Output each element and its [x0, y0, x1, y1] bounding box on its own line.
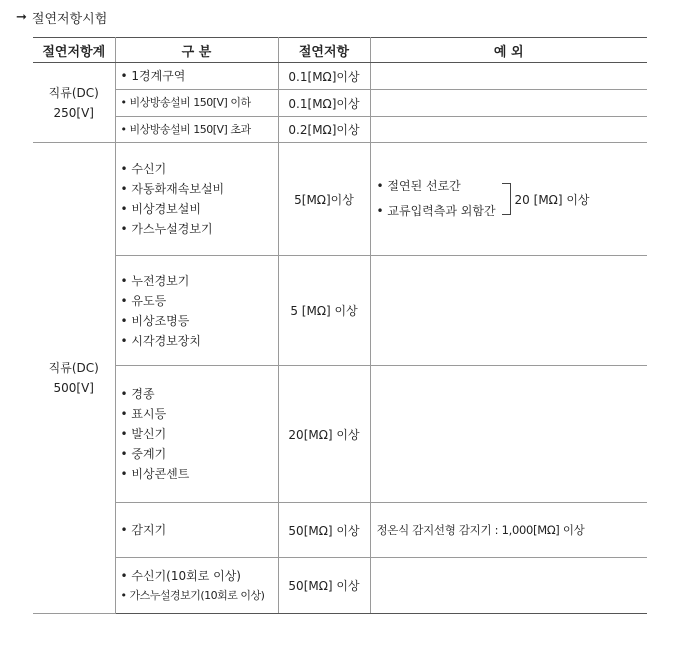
- system-type: 직류(DC): [48, 361, 99, 375]
- exception-cell: [370, 503, 647, 558]
- header-category: 구 분: [115, 38, 278, 63]
- category-item: • 1경계구역: [120, 69, 186, 83]
- exception-item: • 교류입력측과 외함간: [376, 204, 496, 218]
- category-item: • 감지기: [120, 523, 167, 537]
- table-row: [33, 256, 647, 366]
- exception-cell: [370, 117, 647, 143]
- category-item: • 시각경보장치: [120, 333, 201, 348]
- table-row: [33, 63, 647, 90]
- header-row: [33, 38, 647, 63]
- system-cell-250v: [33, 63, 115, 143]
- category-item: • 비상콘센트: [120, 467, 190, 481]
- resistance-value: 20[MΩ] 이상: [278, 366, 370, 503]
- arrow-right-icon: ➞: [16, 10, 27, 25]
- resistance-value: 0.1[MΩ]이상: [278, 90, 370, 117]
- category-item: • 중계기: [120, 447, 167, 461]
- header-exception: 예 외: [370, 38, 647, 63]
- exception-cell: [370, 558, 647, 614]
- table-row: [33, 143, 647, 256]
- category-item: • 누전경보기: [120, 273, 190, 288]
- exception-cell: [370, 256, 647, 366]
- category-cell: [115, 63, 278, 90]
- category-cell: [115, 503, 278, 558]
- category-item: • 가스누설경보기: [120, 222, 213, 236]
- category-cell: [115, 90, 278, 117]
- exception-item: • 절연된 선로간: [376, 179, 461, 193]
- category-item: • 자동화재속보설비: [120, 182, 225, 196]
- header-resistance: 절연저항: [278, 38, 370, 63]
- system-voltage: 500[V]: [53, 381, 94, 395]
- category-item: • 수신기: [120, 162, 167, 176]
- system-voltage: 250[V]: [53, 105, 94, 120]
- system-cell-500v: [33, 143, 115, 614]
- insulation-test-table: [33, 37, 647, 614]
- category-item: • 경종: [120, 387, 155, 401]
- category-item: • 유도등: [120, 293, 167, 308]
- category-cell: [115, 256, 278, 366]
- category-cell: [115, 366, 278, 503]
- header-meter: 절연저항계: [33, 38, 115, 63]
- category-cell: [115, 558, 278, 614]
- exception-cell: [370, 366, 647, 503]
- exception-cell: [370, 143, 647, 256]
- table-row: [33, 117, 647, 143]
- category-item: • 비상경보설비: [120, 202, 201, 216]
- category-item: • 비상조명등: [120, 313, 190, 328]
- resistance-value: 0.2[MΩ]이상: [278, 117, 370, 143]
- section-title: [16, 8, 107, 27]
- category-item: • 비상방송설비 150[V] 초과: [120, 122, 251, 136]
- section-title-text: 절연저항시험: [31, 12, 108, 27]
- resistance-value: 50[MΩ] 이상: [278, 558, 370, 614]
- exception-value: 20 [MΩ] 이상: [514, 192, 590, 207]
- exception-cell: [370, 90, 647, 117]
- category-item: • 발신기: [120, 427, 167, 441]
- category-cell: [115, 143, 278, 256]
- category-cell: [115, 117, 278, 143]
- category-item: • 비상방송설비 150[V] 이하: [120, 96, 251, 109]
- category-item: • 표시등: [120, 407, 167, 421]
- exception-text: 정온식 감지선형 감지기 : 1,000[MΩ] 이상: [376, 523, 585, 537]
- resistance-value: 5 [MΩ] 이상: [278, 256, 370, 366]
- resistance-value: 50[MΩ] 이상: [278, 503, 370, 558]
- resistance-value: 5[MΩ]이상: [278, 143, 370, 256]
- table-row: [33, 503, 647, 558]
- category-item: • 수신기(10회로 이상): [120, 568, 241, 583]
- table-row: [33, 366, 647, 503]
- resistance-value: 0.1[MΩ]이상: [278, 63, 370, 90]
- system-type: 직류(DC): [48, 85, 99, 100]
- table-row: [33, 558, 647, 614]
- bracket-shape: [502, 183, 511, 215]
- exception-bracket-group: [377, 174, 648, 224]
- category-item: • 가스누설경보기(10회로 이상): [120, 588, 265, 602]
- exception-cell: [370, 63, 647, 90]
- table-row: [33, 90, 647, 117]
